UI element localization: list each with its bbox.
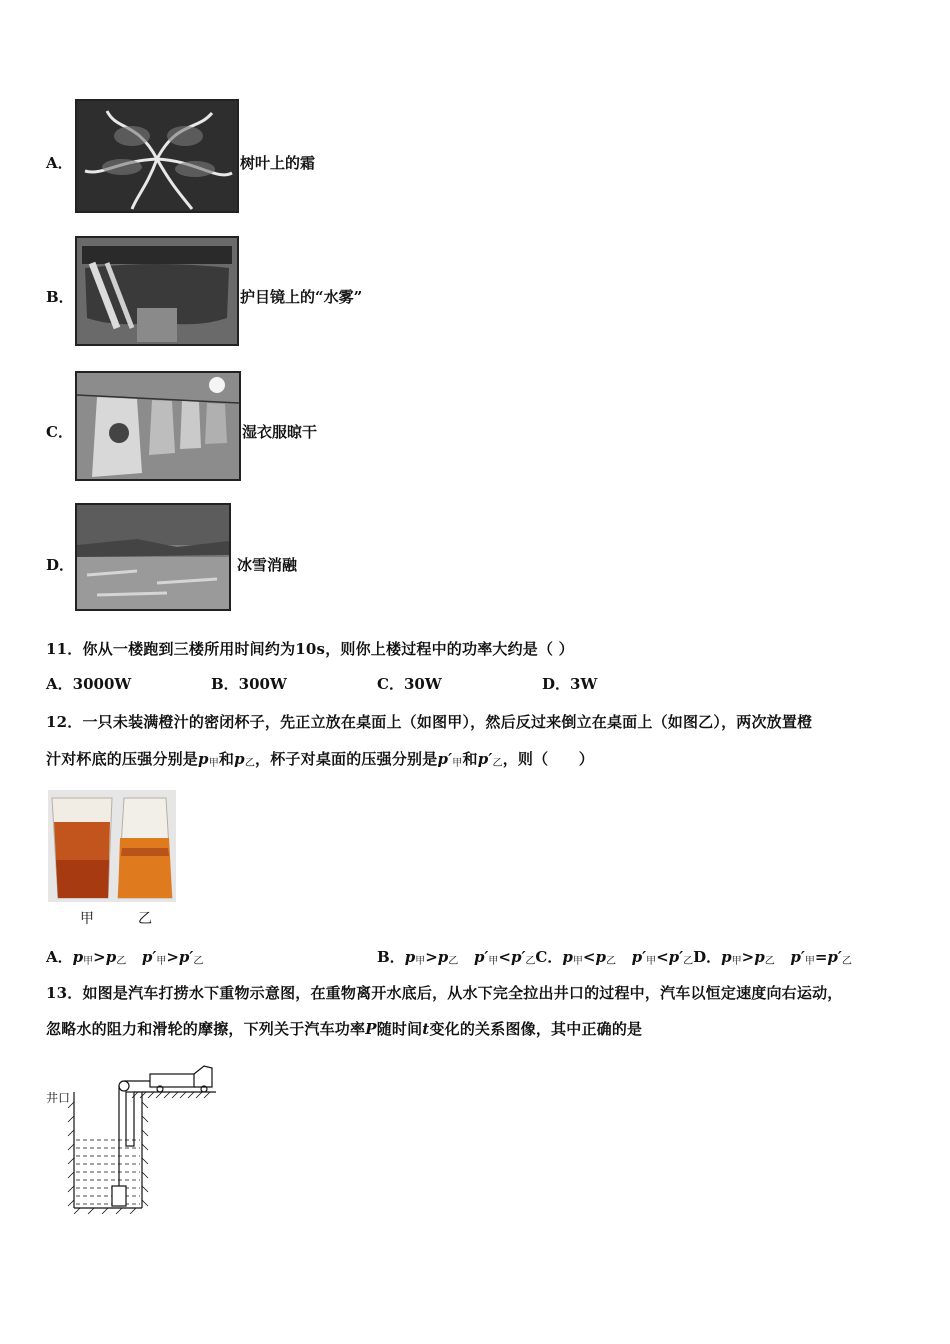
q12-option-b: B．$p_甲>p_乙$ $p'_甲<p'_乙$ xyxy=(377,948,536,967)
drying-clothes-image xyxy=(77,373,239,479)
juice-cups-figure xyxy=(48,790,176,902)
frost-leaf-image xyxy=(77,101,237,211)
goggles-photo xyxy=(75,236,239,346)
melting-snow-image xyxy=(77,505,229,609)
question-13-line-1: 13．如图是汽车打捞水下重物示意图，在重物离开水底后，从水下完全拉出井口的过程中，汽车以恒定速度向右运动， xyxy=(46,984,843,1002)
q12-option-a: A．$p_甲>p_乙$ $p'_甲>p'_乙$ xyxy=(46,948,204,967)
q12-option-d: D．$p_甲>p_乙$ $p'_甲=p'_乙$ xyxy=(693,948,852,967)
well-mouth-label: 井口 xyxy=(46,1091,71,1105)
option-c-caption: 湿衣服晾干 xyxy=(242,423,318,441)
drying-clothes-photo xyxy=(75,371,241,481)
q11-option-c: C．30W xyxy=(377,675,442,693)
figure-label-yi: 乙 xyxy=(138,911,152,927)
question-12-line-2: 汁对杯底的压强分别是$p_甲$和$p_乙$，杯子对桌面的压强分别是$p'_甲$和$p'_乙$，则（ ） xyxy=(46,750,594,769)
option-d-letter: D． xyxy=(46,556,75,574)
frost-leaf-photo xyxy=(75,99,239,213)
option-a-letter: A． xyxy=(46,154,73,172)
question-11-stem: 11．你从一楼跑到三楼所用时间约为10s，则你上楼过程中的功率大约是（ ） xyxy=(46,640,574,658)
q11-option-a: A．3000W xyxy=(46,675,132,693)
melting-snow-photo xyxy=(75,503,231,611)
figure-label-jia: 甲 xyxy=(80,911,94,927)
option-d-caption: 冰雪消融 xyxy=(237,556,298,574)
q12-options-bcd xyxy=(377,946,852,967)
goggles-fog-image xyxy=(77,238,237,344)
q12-option-c: C．$p_甲<p_乙$ $p'_甲<p'_乙$ xyxy=(535,948,694,967)
question-12-line-1: 12．一只未装满橙汁的密闭杯子，先正立放在桌面上（如图甲），然后反过来倒立在桌面上（如图乙），两次放置橙 xyxy=(46,713,813,731)
option-b-caption: 护目镜上的“水雾” xyxy=(240,288,363,306)
question-13-line-2: 忽略水的阻力和滑轮的摩擦，下列关于汽车功率P随时间t变化的关系图像，其中正确的是 xyxy=(46,1020,643,1038)
option-c-letter: C． xyxy=(46,423,73,441)
q11-option-b: B．300W xyxy=(211,675,287,693)
option-a-caption: 树叶上的霜 xyxy=(240,154,316,172)
option-b-letter: B． xyxy=(46,288,74,306)
q11-option-d: D．3W xyxy=(542,675,598,693)
well-salvage-diagram xyxy=(64,1058,224,1214)
